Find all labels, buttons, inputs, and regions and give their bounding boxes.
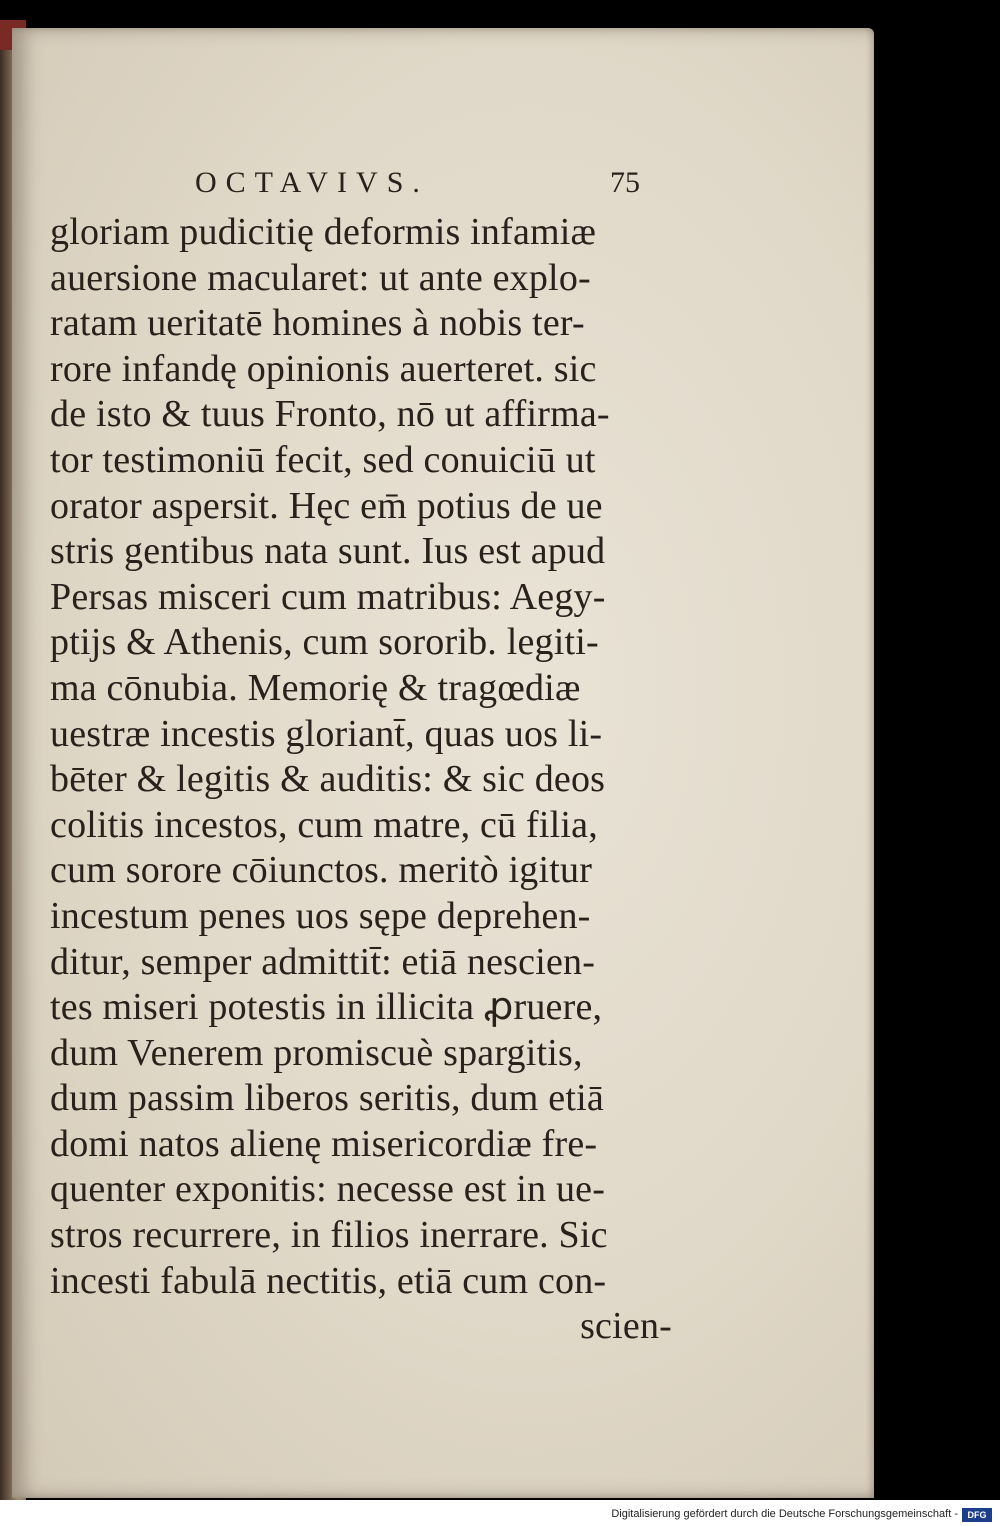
text-line: stris gentibus nata sunt. Ius est apud [50,530,606,573]
text-line: ditur, semper admittit̄: etiā nescien- [50,940,596,983]
text-line: de isto & tuus Fronto, nō ut affirma- [50,393,610,436]
text-line: gloriam pudicitię deformis infamiæ [50,211,597,253]
text-line: tor testimoniū fecit, sed conuiciū ut [50,438,596,481]
text-line: cum sorore cōiunctos. meritò igitur [50,849,593,892]
text-line: uestræ incestis gloriant̄, quas uos li- [50,712,603,755]
page-number: 75 [610,166,640,199]
text-line: stros recurrere, in filios inerrare. Sic [50,1214,608,1257]
text-line: incestum penes uos sępe deprehen- [50,894,591,937]
digitization-credit: Digitalisierung gefördert durch die Deutsche Forschungsgemeinschaft - [611,1508,958,1520]
text-block [50,166,690,1350]
text-line: Persas misceri cum matribus: Aegy- [50,575,606,618]
text-line: dum Venerem promiscuè spargitis, [50,1031,583,1074]
text-line: quenter exponitis: necesse est in ue- [50,1168,606,1211]
dfg-logo: DFG [962,1508,992,1522]
text-line: orator aspersit. Hęc em̄ potius de ue [50,484,603,527]
text-line: ma cōnubia. Memorię & tragœdiæ [50,666,581,709]
text-line: tes miseri potestis in illicita ꝓruere, [50,986,603,1029]
text-line: auersione macularet: ut ante explo- [50,256,591,299]
text-line: rore infandę opinionis auerteret. sic [50,347,597,390]
text-line: colitis incestos, cum matre, cū filia, [50,803,598,846]
text-line: domi natos alienę misericordiæ fre- [50,1122,598,1165]
book-page [12,28,874,1498]
running-head-title: OCTAVIVS. [195,166,429,199]
text-line: bēter & legitis & auditis: & sic deos [50,758,606,801]
text-line: incesti fabulā nectitis, etiā cum con- [50,1259,607,1302]
text-line: dum passim liberos seritis, dum etiā [50,1077,604,1120]
catchword: scien- [580,1305,672,1348]
running-head [50,166,690,210]
text-line: ptijs & Athenis, cum sororib. legiti- [50,621,599,664]
text-line: ratam ueritatē homines à nobis ter- [50,302,585,345]
